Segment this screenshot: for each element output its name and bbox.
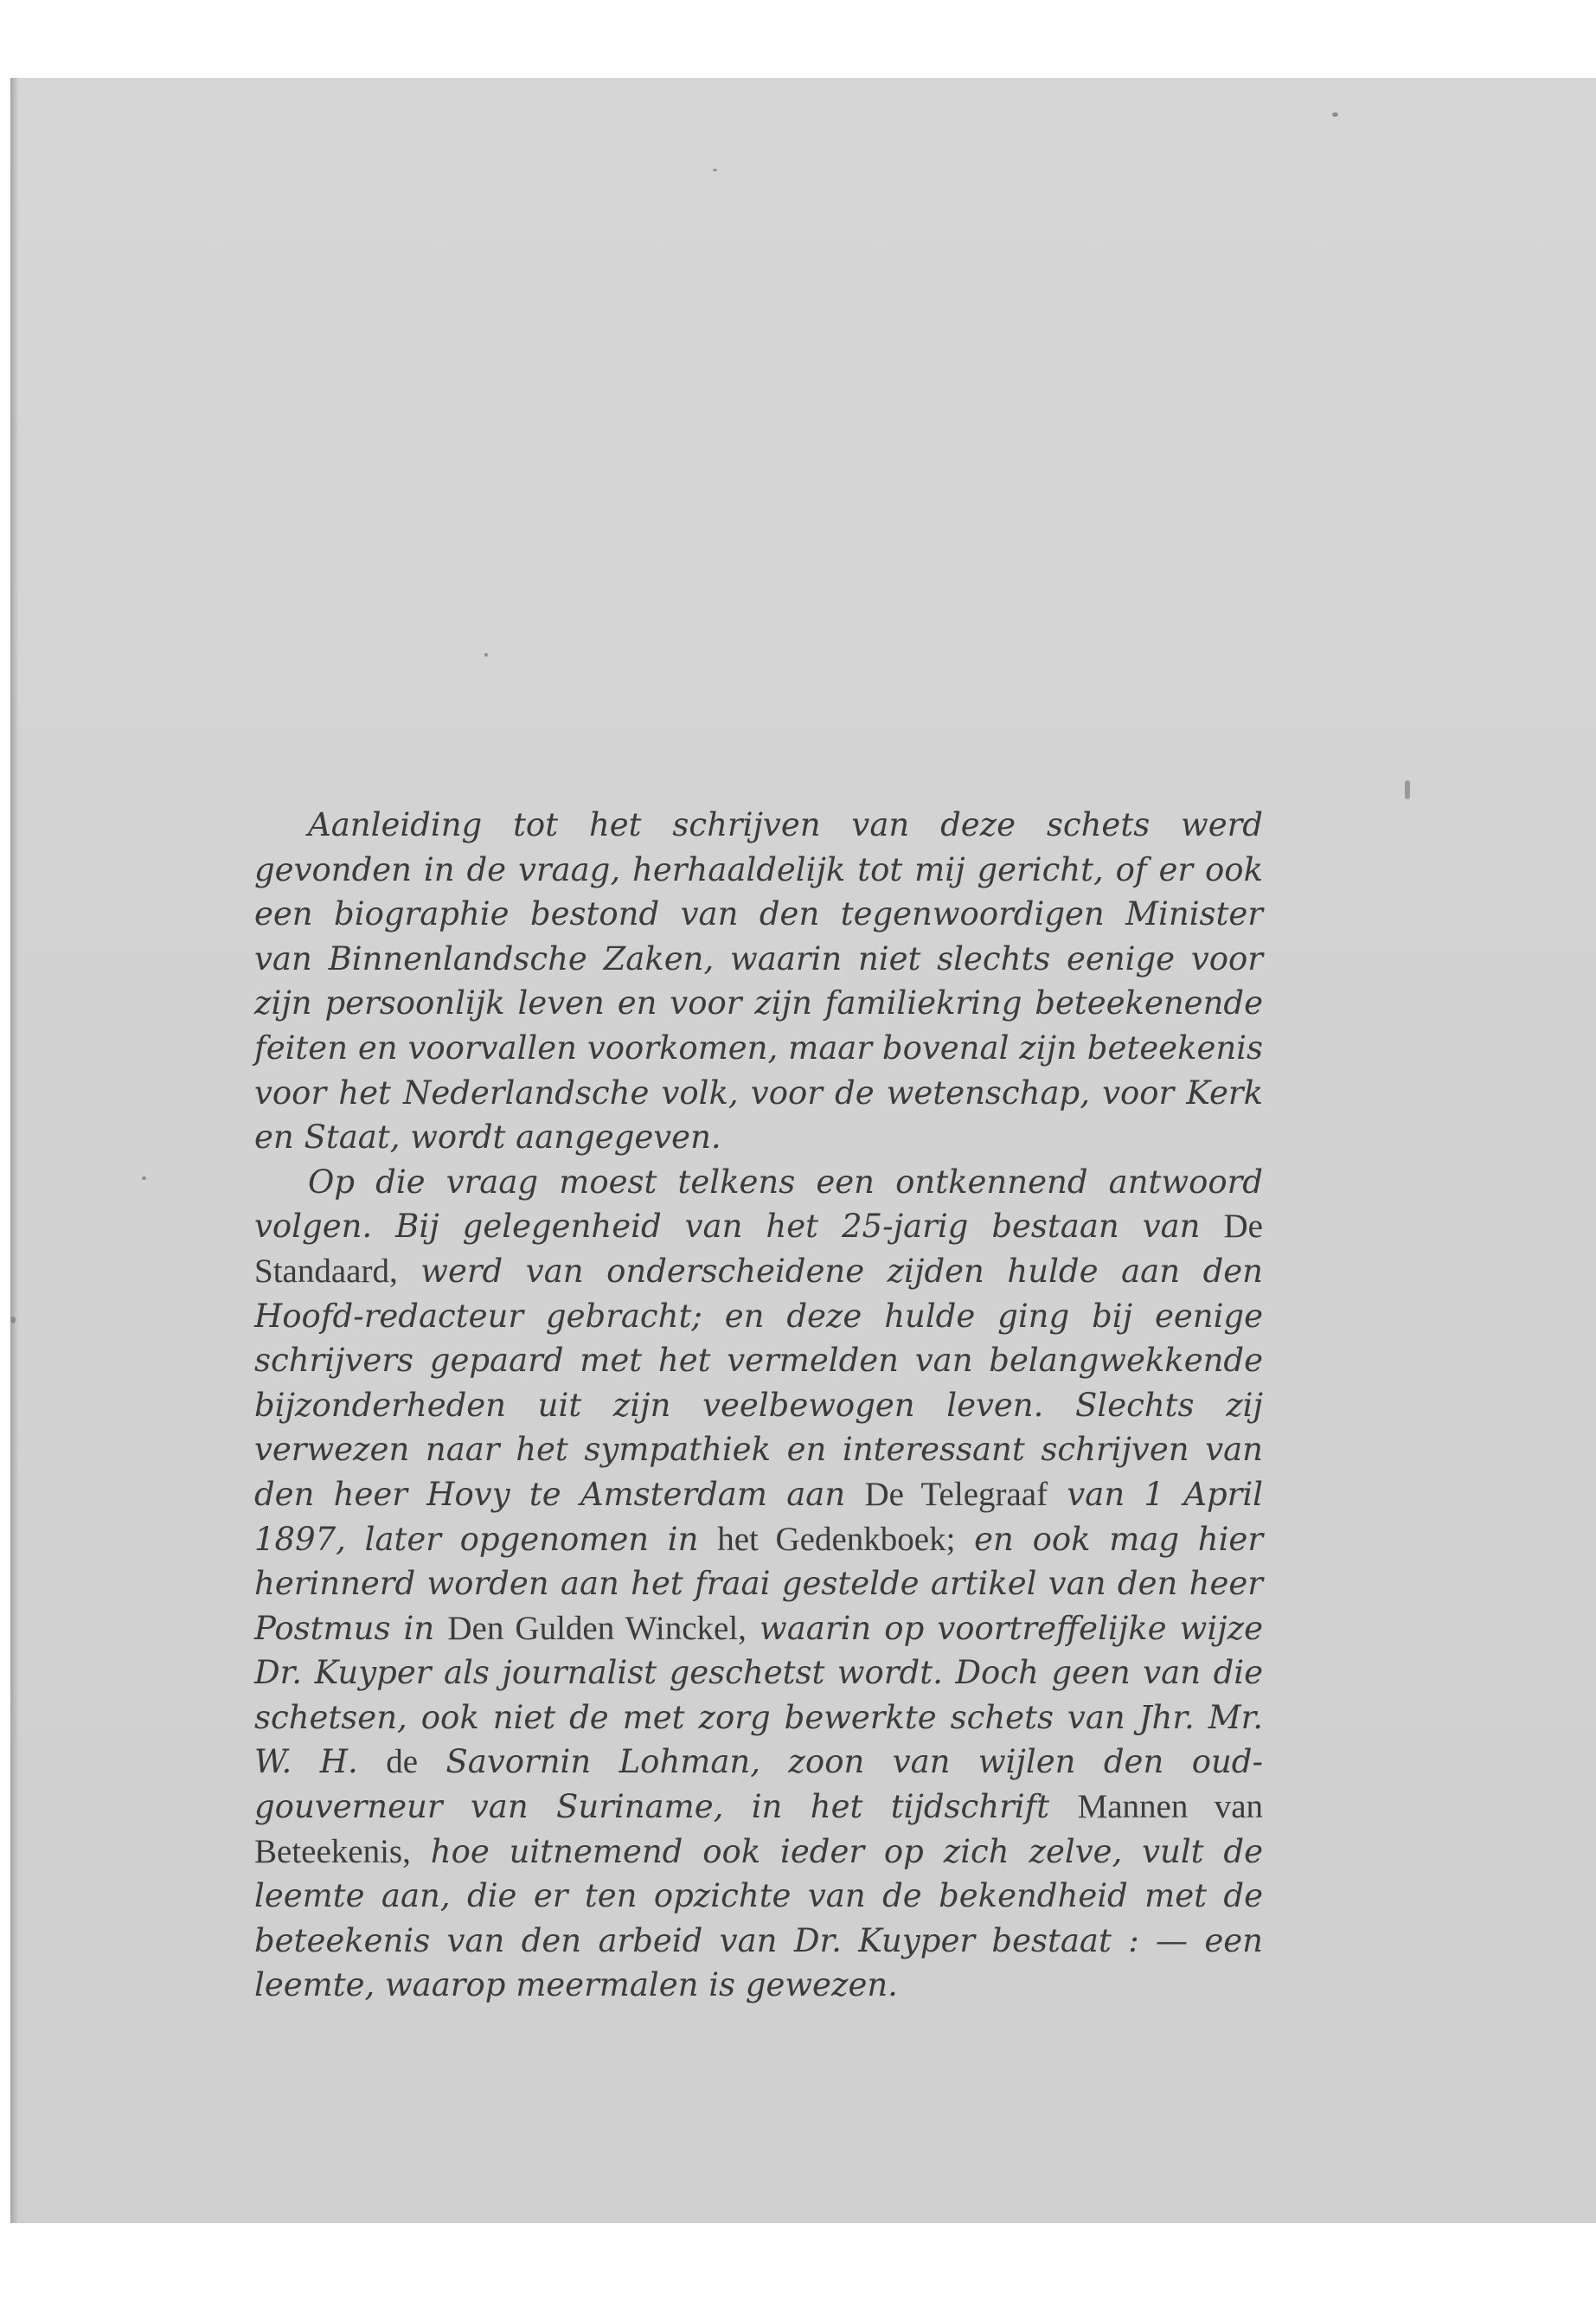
paragraph-main-text-2: werd van onderscheidene zijden hulde aan den Hoofd-redacteur gebracht; en deze hulde ging bij eenige schrijvers gepaard met het vermelden van belangwekkende bijzonderheden uit zijn veelbewogen leven. Slechts zij verwezen naar het sympathiek en interessant schrijven van den heer Hovy te Amsterdam aan xyxy=(254,1252,1263,1513)
title-de-standaard: De Standaard, xyxy=(254,1208,1263,1290)
dust-speck xyxy=(1332,112,1338,117)
paragraph-intro xyxy=(254,803,1263,1160)
paragraph-main-text-1: Op die vraag moest telkens een ontkennend antwoord volgen. Bij gelegenheid van het 25-jarig bestaan van xyxy=(254,1163,1263,1246)
paragraph-main-text-4: en ook mag hier herinnerd worden aan het fraai gestelde artikel van den heer Postmus in xyxy=(254,1520,1264,1647)
paragraph-main-text-6: Savornin Lohman, zoon van wijlen den oud-gouverneur van Suriname, in het tijdschrift xyxy=(254,1743,1263,1826)
title-de-telegraaf: De Telegraaf xyxy=(864,1475,1048,1513)
dust-speck xyxy=(713,169,717,171)
title-den-gulden-winckel: Den Gulden Winckel, xyxy=(447,1609,747,1647)
name-particle-de: de xyxy=(386,1743,418,1781)
binding-shadow xyxy=(10,78,19,2223)
paragraph-main-text-3: van 1 April 1897, later opgenomen in xyxy=(254,1475,1263,1558)
paragraph-intro-text: Aanleiding tot het schrijven van deze schets werd gevonden in de vraag, herhaaldelijk tot mij gericht, of er ook een biographie bestond van den tegenwoordigen Minister van Binnenlandsche Zaken, waarin niet slechts eenige voor zijn persoonlijk leven en voor zijn familiekring beteekenende feiten en voorvallen voorkomen, maar bovenal zijn beteekenis voor het Nederlandsche volk, voor de wetenschap, voor Kerk en Staat, wordt aangegeven. xyxy=(254,806,1263,1157)
dust-speck xyxy=(484,653,488,657)
paragraph-main xyxy=(254,1160,1263,2008)
dust-speck xyxy=(142,1176,146,1180)
body-text xyxy=(254,803,1263,2008)
paragraph-main-text-5: waarin op voortreffelijke wijze Dr. Kuyper als journalist geschetst wordt. Doch geen van die schetsen, ook niet de met zorg bewerkte schets van Jhr. Mr. W. H. xyxy=(254,1609,1264,1781)
title-gedenkboek: het Gedenkboek; xyxy=(717,1520,956,1558)
title-mannen-van-beteekenis: Mannen van Beteekenis, xyxy=(254,1788,1264,1870)
dust-speck xyxy=(10,1317,16,1324)
dust-speck xyxy=(1405,780,1410,799)
paper-sheet xyxy=(10,78,1596,2223)
paragraph-main-text-7: hoe uitnemend ook ieder op zich zelve, vult de leemte aan, die er ten opzichte van de bekendheid met de beteekenis van den arbeid van Dr. Kuyper bestaat : — een leemte, waarop meermalen is gewezen. xyxy=(254,1832,1263,2004)
